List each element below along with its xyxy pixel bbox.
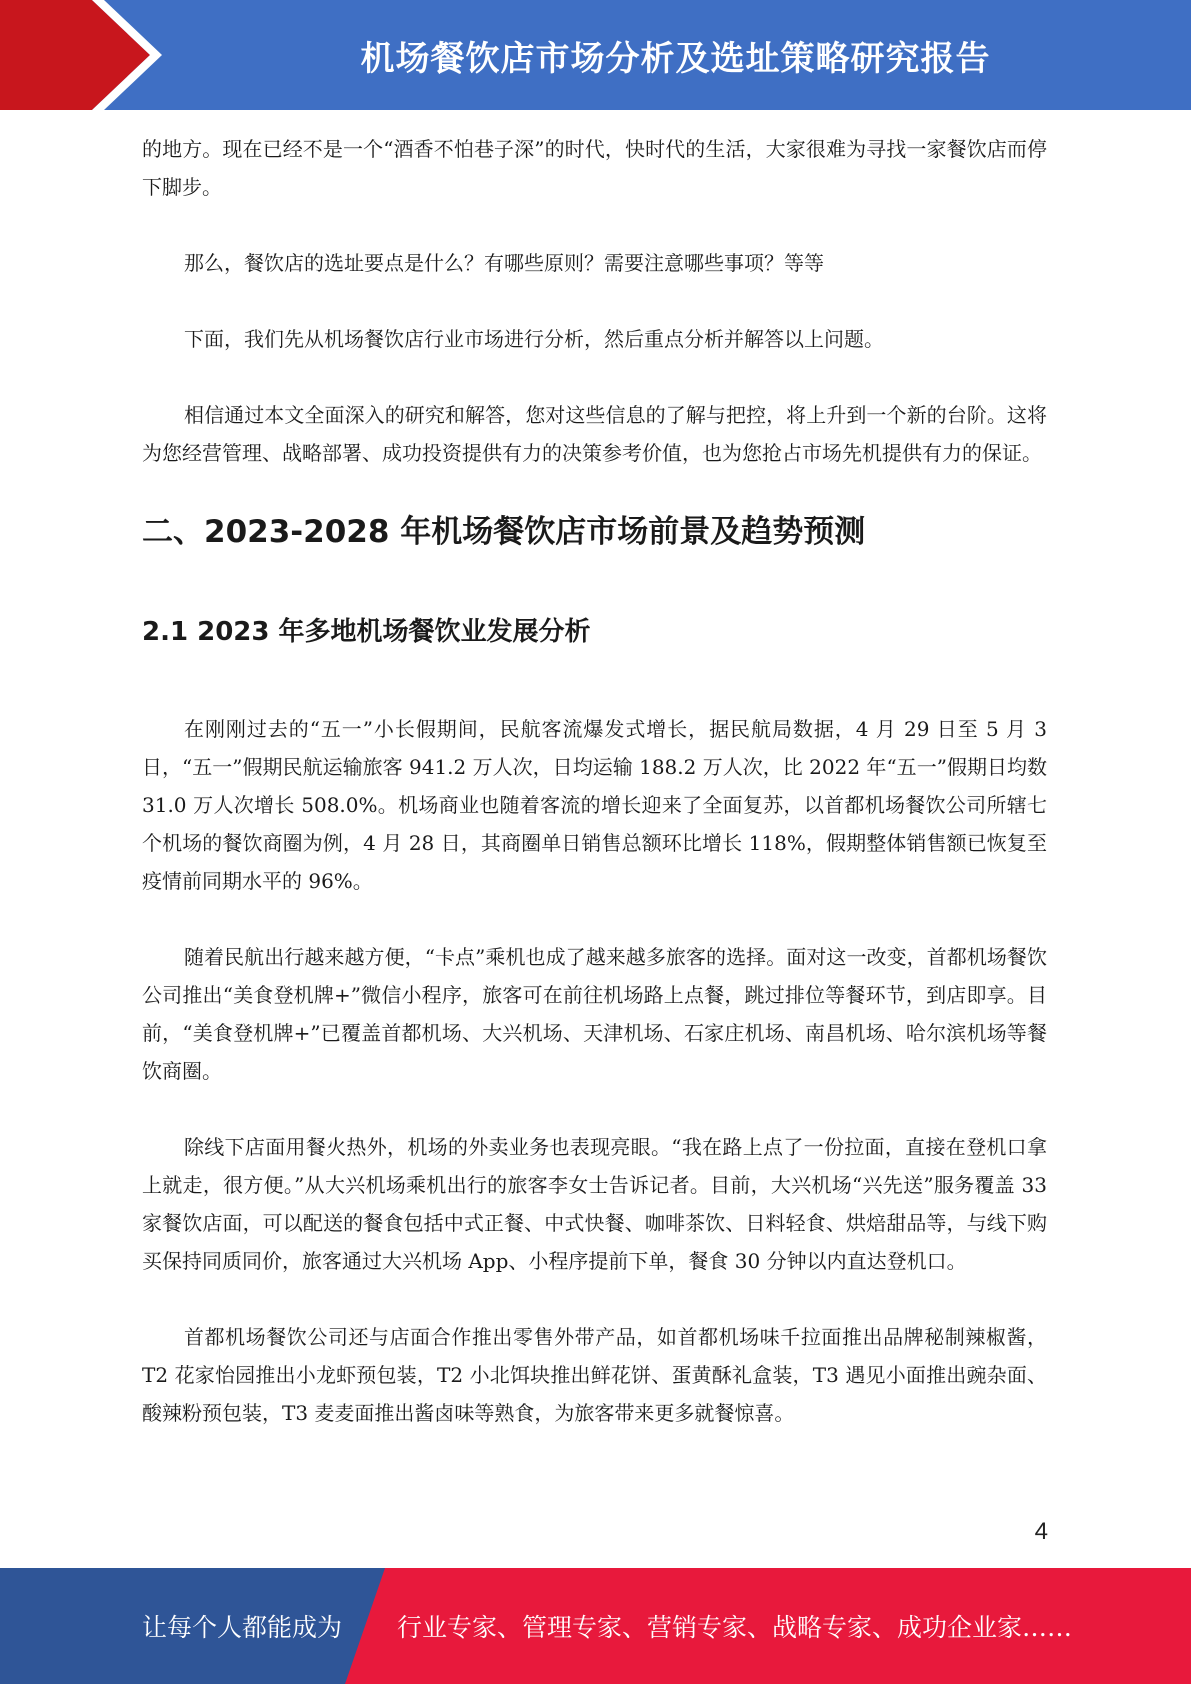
subsection-heading: 2.1 2023 年多地机场餐饮业发展分析 [142,617,591,647]
footer-slogan-left: 让每个人都能成为 [142,1613,343,1642]
paragraph-boarding-pass: 随着民航出行越来越方便，“卡点”乘机也成了越来越多旅客的选择。面对这一改变，首都机场餐饮公司推出“美食登机牌+”微信小程序，旅客可在前往机场路上点餐，跳过排位等餐环节，到店即享。目前，“美食登机牌+”已覆盖首都机场、大兴机场、天津机场、石家庄机场、南昌机场、哈尔滨机场等餐饮商圈。 [142,945,1047,1083]
footer-slogan-right: 行业专家、管理专家、营销专家、战略专家、成功企业家…… [397,1613,1073,1642]
document-body [142,130,1047,1470]
paragraph-value: 相信通过本文全面深入的研究和解答，您对这些信息的了解与把控，将上升到一个新的台阶。这将为您经营管理、战略部署、成功投资提供有力的决策参考价值，也为您抢占市场先机提供有力的保证。 [142,403,1047,465]
page-footer [0,1568,1191,1684]
paragraph-retail: 首都机场餐饮公司还与店面合作推出零售外带产品，如首都机场味千拉面推出品牌秘制辣椒酱，T2 花家怡园推出小龙虾预包装，T2 小北饵块推出鲜花饼、蛋黄酥礼盒装，T3 遇见小面推出豌杂面、酸辣粉预包装，T3 麦麦面推出酱卤味等熟食，为旅客带来更多就餐惊喜。 [142,1325,1047,1425]
header-red-arrow [0,0,150,110]
section-heading: 二、2023-2028 年机场餐饮店市场前景及趋势预测 [142,514,866,550]
paragraph-plan: 下面，我们先从机场餐饮店行业市场进行分析，然后重点分析并解答以上问题。 [184,327,884,351]
header-title: 机场餐饮店市场分析及选址策略研究报告 [360,38,991,79]
paragraph-takeout: 除线下店面用餐火热外，机场的外卖业务也表现亮眼。“我在路上点了一份拉面，直接在登机口拿上就走，很方便。”从大兴机场乘机出行的旅客李女士告诉记者。目前，大兴机场“兴先送”服务覆盖 33 家餐饮店面，可以配送的餐食包括中式正餐、中式快餐、咖啡茶饮、日料轻食、烘焙甜品等，与线下购买保持同质同价，旅客通过大兴机场 App、小程序提前下单，餐食 30 分钟以内直达登机口。 [142,1135,1047,1273]
page-number: 4 [1034,1518,1048,1545]
page-header [0,0,1191,110]
paragraph-continued: 的地方。现在已经不是一个“酒香不怕巷子深”的时代，快时代的生活，大家很难为寻找一家餐饮店而停下脚步。 [142,137,1047,199]
paragraph-mayday-data: 在刚刚过去的“五一”小长假期间，民航客流爆发式增长，据民航局数据，4 月 29 日至 5 月 3 日，“五一”假期民航运输旅客 941.2 万人次，日均运输 188.2 万人次，比 2022 年“五一”假期日均数 31.0 万人次增长 508.0%。机场商业也随着客流的增长迎来了全面复苏，以首都机场餐饮公司所辖七个机场的餐饮商圈为例，4 月 28 日，其商圈单日销售总额环比增长 118%，假期整体销售额已恢复至疫情前同期水平的 96%。 [142,717,1047,893]
paragraph-question: 那么，餐饮店的选址要点是什么？有哪些原则？需要注意哪些事项？等等 [184,251,824,275]
